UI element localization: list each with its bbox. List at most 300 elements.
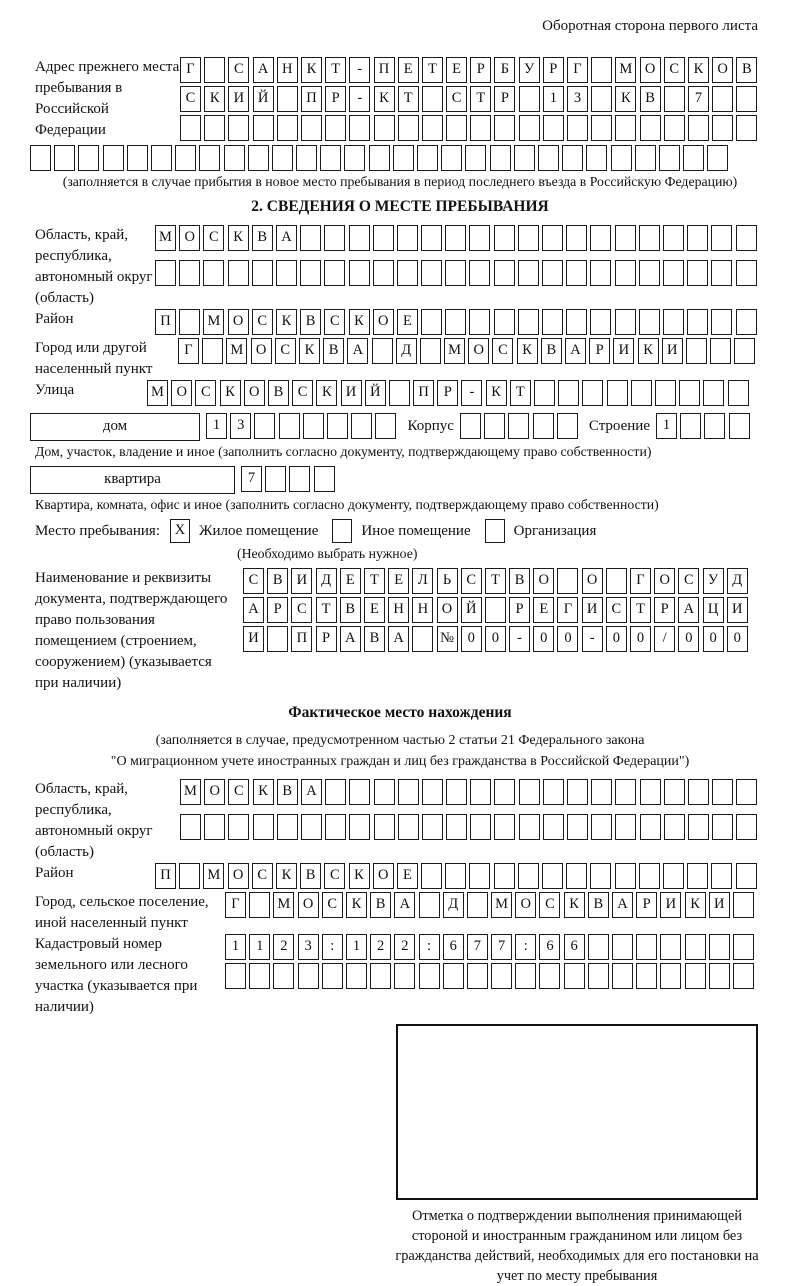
char-box[interactable] xyxy=(324,260,345,286)
char-box[interactable] xyxy=(127,145,148,171)
char-box[interactable]: Е xyxy=(364,597,385,623)
char-box[interactable]: К xyxy=(564,892,585,918)
char-box[interactable]: 7 xyxy=(688,86,709,112)
char-box[interactable]: Е xyxy=(397,309,418,335)
char-box[interactable]: 0 xyxy=(678,626,699,652)
char-box[interactable] xyxy=(30,145,51,171)
char-box[interactable] xyxy=(445,309,466,335)
char-box[interactable]: Е xyxy=(398,57,419,83)
char-box[interactable]: С xyxy=(664,57,685,83)
char-box[interactable] xyxy=(445,225,466,251)
char-box[interactable]: С xyxy=(446,86,467,112)
char-box[interactable]: К xyxy=(517,338,538,364)
char-box[interactable] xyxy=(349,779,370,805)
char-box[interactable]: П xyxy=(155,309,176,335)
char-box[interactable] xyxy=(372,338,393,364)
char-box[interactable] xyxy=(277,814,298,840)
char-box[interactable]: Т xyxy=(630,597,651,623)
char-box[interactable]: А xyxy=(347,338,368,364)
char-box[interactable] xyxy=(465,145,486,171)
char-box[interactable] xyxy=(687,225,708,251)
char-box[interactable] xyxy=(470,779,491,805)
char-box[interactable]: К xyxy=(688,57,709,83)
char-box[interactable]: И xyxy=(582,597,603,623)
char-box[interactable] xyxy=(272,145,293,171)
char-box[interactable] xyxy=(422,779,443,805)
char-box[interactable] xyxy=(515,963,536,989)
char-box[interactable] xyxy=(494,260,515,286)
char-box[interactable]: Д xyxy=(443,892,464,918)
char-box[interactable]: Е xyxy=(340,568,361,594)
char-box[interactable]: С xyxy=(292,380,313,406)
char-box[interactable] xyxy=(709,934,730,960)
char-box[interactable]: Т xyxy=(325,57,346,83)
char-box[interactable] xyxy=(539,963,560,989)
char-box[interactable] xyxy=(393,145,414,171)
char-box[interactable] xyxy=(420,338,441,364)
char-box[interactable] xyxy=(446,115,467,141)
char-box[interactable]: 7 xyxy=(491,934,512,960)
char-box[interactable]: Н xyxy=(412,597,433,623)
char-box[interactable] xyxy=(349,260,370,286)
char-box[interactable] xyxy=(375,413,396,439)
char-box[interactable]: Р xyxy=(589,338,610,364)
char-box[interactable]: 0 xyxy=(461,626,482,652)
char-box[interactable]: Р xyxy=(316,626,337,652)
char-box[interactable]: Р xyxy=(543,57,564,83)
char-box[interactable] xyxy=(615,309,636,335)
char-box[interactable]: М xyxy=(273,892,294,918)
char-box[interactable]: Т xyxy=(422,57,443,83)
char-box[interactable] xyxy=(494,814,515,840)
char-box[interactable]: 0 xyxy=(727,626,748,652)
char-box[interactable] xyxy=(421,309,442,335)
char-box[interactable] xyxy=(518,225,539,251)
char-box[interactable] xyxy=(543,779,564,805)
char-box[interactable] xyxy=(320,145,341,171)
char-box[interactable] xyxy=(591,779,612,805)
char-box[interactable]: К xyxy=(615,86,636,112)
char-box[interactable] xyxy=(300,225,321,251)
char-box[interactable] xyxy=(631,380,652,406)
char-box[interactable]: 0 xyxy=(630,626,651,652)
char-box[interactable] xyxy=(199,145,220,171)
char-box[interactable]: С xyxy=(180,86,201,112)
char-box[interactable] xyxy=(664,779,685,805)
char-box[interactable] xyxy=(729,413,750,439)
char-box[interactable] xyxy=(300,260,321,286)
char-box[interactable]: Т xyxy=(398,86,419,112)
char-box[interactable]: Г xyxy=(178,338,199,364)
char-box[interactable]: 0 xyxy=(485,626,506,652)
char-box[interactable] xyxy=(252,260,273,286)
char-box[interactable]: С xyxy=(252,863,273,889)
char-box[interactable]: Е xyxy=(533,597,554,623)
char-box[interactable]: П xyxy=(374,57,395,83)
char-box[interactable]: 7 xyxy=(467,934,488,960)
char-box[interactable]: К xyxy=(299,338,320,364)
char-box[interactable]: К xyxy=(228,225,249,251)
char-box[interactable]: - xyxy=(349,86,370,112)
char-box[interactable] xyxy=(704,413,725,439)
char-box[interactable] xyxy=(519,86,540,112)
char-box[interactable] xyxy=(687,863,708,889)
char-box[interactable] xyxy=(155,260,176,286)
char-box[interactable] xyxy=(639,225,660,251)
char-box[interactable]: И xyxy=(727,597,748,623)
char-box[interactable]: - xyxy=(461,380,482,406)
char-box[interactable]: Т xyxy=(316,597,337,623)
char-box[interactable]: В xyxy=(340,597,361,623)
char-box[interactable] xyxy=(374,779,395,805)
char-box[interactable] xyxy=(467,892,488,918)
char-box[interactable] xyxy=(543,814,564,840)
char-box[interactable] xyxy=(733,963,754,989)
char-box[interactable]: О xyxy=(373,309,394,335)
char-box[interactable] xyxy=(663,260,684,286)
char-box[interactable] xyxy=(615,260,636,286)
char-box[interactable] xyxy=(639,863,660,889)
char-box[interactable] xyxy=(688,779,709,805)
char-box[interactable] xyxy=(588,934,609,960)
char-box[interactable]: К xyxy=(685,892,706,918)
char-box[interactable]: Т xyxy=(510,380,531,406)
char-box[interactable] xyxy=(228,260,249,286)
char-box[interactable] xyxy=(494,779,515,805)
char-box[interactable]: В xyxy=(252,225,273,251)
char-box[interactable] xyxy=(663,225,684,251)
char-box[interactable] xyxy=(398,814,419,840)
char-box[interactable]: О xyxy=(244,380,265,406)
char-box[interactable] xyxy=(277,115,298,141)
char-box[interactable] xyxy=(612,963,633,989)
char-box[interactable]: Г xyxy=(180,57,201,83)
char-box[interactable] xyxy=(611,145,632,171)
char-box[interactable] xyxy=(253,814,274,840)
char-box[interactable] xyxy=(588,963,609,989)
char-box[interactable] xyxy=(612,934,633,960)
char-box[interactable] xyxy=(710,338,731,364)
char-box[interactable] xyxy=(397,225,418,251)
char-box[interactable]: С xyxy=(606,597,627,623)
char-box[interactable] xyxy=(277,86,298,112)
char-box[interactable] xyxy=(590,225,611,251)
char-box[interactable]: Р xyxy=(494,86,515,112)
char-box[interactable] xyxy=(636,963,657,989)
char-box[interactable] xyxy=(301,115,322,141)
char-box[interactable]: Ь xyxy=(437,568,458,594)
char-box[interactable] xyxy=(663,863,684,889)
char-box[interactable] xyxy=(566,863,587,889)
char-box[interactable] xyxy=(562,145,583,171)
char-box[interactable] xyxy=(417,145,438,171)
char-box[interactable] xyxy=(557,568,578,594)
char-box[interactable] xyxy=(557,413,578,439)
char-box[interactable] xyxy=(712,86,733,112)
char-box[interactable]: В xyxy=(300,863,321,889)
char-box[interactable]: Р xyxy=(267,597,288,623)
char-box[interactable] xyxy=(543,115,564,141)
char-box[interactable]: А xyxy=(301,779,322,805)
char-box[interactable] xyxy=(736,225,757,251)
char-box[interactable]: О xyxy=(228,309,249,335)
char-box[interactable]: О xyxy=(515,892,536,918)
char-box[interactable]: М xyxy=(180,779,201,805)
char-box[interactable] xyxy=(711,863,732,889)
char-box[interactable] xyxy=(419,963,440,989)
inoe-checkbox[interactable] xyxy=(332,519,352,543)
char-box[interactable] xyxy=(635,145,656,171)
char-box[interactable]: Г xyxy=(225,892,246,918)
char-box[interactable]: К xyxy=(346,892,367,918)
char-box[interactable] xyxy=(179,309,200,335)
char-box[interactable] xyxy=(394,963,415,989)
char-box[interactable] xyxy=(639,309,660,335)
char-box[interactable] xyxy=(276,260,297,286)
char-box[interactable] xyxy=(203,260,224,286)
char-box[interactable] xyxy=(279,413,300,439)
char-box[interactable] xyxy=(709,963,730,989)
char-box[interactable]: С xyxy=(252,309,273,335)
char-box[interactable] xyxy=(494,225,515,251)
char-box[interactable] xyxy=(518,260,539,286)
char-box[interactable]: И xyxy=(228,86,249,112)
char-box[interactable]: - xyxy=(582,626,603,652)
char-box[interactable]: О xyxy=(468,338,489,364)
char-box[interactable] xyxy=(733,934,754,960)
char-box[interactable] xyxy=(687,260,708,286)
char-box[interactable] xyxy=(736,260,757,286)
char-box[interactable] xyxy=(445,260,466,286)
char-box[interactable]: С xyxy=(243,568,264,594)
char-box[interactable]: О xyxy=(640,57,661,83)
char-box[interactable]: И xyxy=(709,892,730,918)
char-box[interactable] xyxy=(175,145,196,171)
char-box[interactable] xyxy=(351,413,372,439)
char-box[interactable]: М xyxy=(203,863,224,889)
char-box[interactable]: А xyxy=(678,597,699,623)
char-box[interactable] xyxy=(736,309,757,335)
char-box[interactable]: / xyxy=(654,626,675,652)
char-box[interactable]: 1 xyxy=(206,413,227,439)
char-box[interactable]: 2 xyxy=(370,934,391,960)
char-box[interactable]: О xyxy=(373,863,394,889)
char-box[interactable]: К xyxy=(349,309,370,335)
dom-box[interactable]: дом xyxy=(30,413,200,441)
char-box[interactable]: В xyxy=(588,892,609,918)
char-box[interactable]: Р xyxy=(470,57,491,83)
char-box[interactable] xyxy=(485,597,506,623)
char-box[interactable]: М xyxy=(444,338,465,364)
char-box[interactable]: Й xyxy=(253,86,274,112)
char-box[interactable] xyxy=(686,338,707,364)
char-box[interactable] xyxy=(370,963,391,989)
char-box[interactable] xyxy=(412,626,433,652)
char-box[interactable]: Н xyxy=(277,57,298,83)
char-box[interactable]: : xyxy=(515,934,536,960)
char-box[interactable] xyxy=(202,338,223,364)
char-box[interactable]: К xyxy=(204,86,225,112)
char-box[interactable]: 6 xyxy=(539,934,560,960)
char-box[interactable]: И xyxy=(291,568,312,594)
char-box[interactable] xyxy=(685,934,706,960)
char-box[interactable] xyxy=(469,260,490,286)
char-box[interactable] xyxy=(179,260,200,286)
char-box[interactable] xyxy=(640,814,661,840)
char-box[interactable]: О xyxy=(298,892,319,918)
char-box[interactable]: У xyxy=(703,568,724,594)
char-box[interactable] xyxy=(204,115,225,141)
char-box[interactable]: 0 xyxy=(557,626,578,652)
char-box[interactable] xyxy=(273,963,294,989)
char-box[interactable]: О xyxy=(251,338,272,364)
char-box[interactable]: Д xyxy=(316,568,337,594)
char-box[interactable] xyxy=(659,145,680,171)
char-box[interactable] xyxy=(542,225,563,251)
char-box[interactable]: О xyxy=(228,863,249,889)
char-box[interactable]: М xyxy=(226,338,247,364)
char-box[interactable] xyxy=(707,145,728,171)
char-box[interactable]: И xyxy=(660,892,681,918)
char-box[interactable] xyxy=(369,145,390,171)
char-box[interactable]: К xyxy=(276,863,297,889)
char-box[interactable] xyxy=(640,115,661,141)
char-box[interactable] xyxy=(734,338,755,364)
zhiloe-checkbox[interactable]: X xyxy=(170,519,190,543)
char-box[interactable] xyxy=(253,115,274,141)
char-box[interactable]: В xyxy=(268,380,289,406)
char-box[interactable] xyxy=(325,814,346,840)
char-box[interactable] xyxy=(460,413,481,439)
char-box[interactable] xyxy=(491,963,512,989)
char-box[interactable] xyxy=(514,145,535,171)
char-box[interactable] xyxy=(490,145,511,171)
char-box[interactable]: Т xyxy=(470,86,491,112)
char-box[interactable]: В xyxy=(364,626,385,652)
char-box[interactable]: - xyxy=(349,57,370,83)
char-box[interactable] xyxy=(467,963,488,989)
char-box[interactable] xyxy=(398,115,419,141)
char-box[interactable] xyxy=(683,145,704,171)
char-box[interactable]: 3 xyxy=(230,413,251,439)
char-box[interactable]: Г xyxy=(567,57,588,83)
char-box[interactable]: 6 xyxy=(564,934,585,960)
char-box[interactable] xyxy=(422,86,443,112)
char-box[interactable]: С xyxy=(228,57,249,83)
char-box[interactable] xyxy=(688,814,709,840)
char-box[interactable]: М xyxy=(615,57,636,83)
char-box[interactable]: С xyxy=(461,568,482,594)
char-box[interactable] xyxy=(591,86,612,112)
char-box[interactable] xyxy=(344,145,365,171)
char-box[interactable]: С xyxy=(203,225,224,251)
char-box[interactable]: : xyxy=(419,934,440,960)
char-box[interactable]: 0 xyxy=(533,626,554,652)
char-box[interactable] xyxy=(711,260,732,286)
char-box[interactable] xyxy=(443,963,464,989)
char-box[interactable]: П xyxy=(291,626,312,652)
char-box[interactable] xyxy=(267,626,288,652)
char-box[interactable] xyxy=(249,963,270,989)
char-box[interactable] xyxy=(519,814,540,840)
char-box[interactable] xyxy=(248,145,269,171)
char-box[interactable] xyxy=(615,814,636,840)
char-box[interactable] xyxy=(421,260,442,286)
char-box[interactable]: 1 xyxy=(543,86,564,112)
char-box[interactable] xyxy=(664,86,685,112)
char-box[interactable] xyxy=(566,225,587,251)
char-box[interactable]: В xyxy=(736,57,757,83)
kvartira-box[interactable]: квартира xyxy=(30,466,235,494)
char-box[interactable] xyxy=(422,115,443,141)
char-box[interactable] xyxy=(736,814,757,840)
char-box[interactable] xyxy=(373,260,394,286)
char-box[interactable]: П xyxy=(413,380,434,406)
char-box[interactable] xyxy=(542,863,563,889)
char-box[interactable] xyxy=(325,115,346,141)
char-box[interactable] xyxy=(606,568,627,594)
char-box[interactable] xyxy=(712,779,733,805)
char-box[interactable] xyxy=(225,963,246,989)
char-box[interactable]: В xyxy=(509,568,530,594)
char-box[interactable]: Т xyxy=(364,568,385,594)
char-box[interactable] xyxy=(567,115,588,141)
char-box[interactable] xyxy=(591,57,612,83)
char-box[interactable] xyxy=(301,814,322,840)
char-box[interactable]: Г xyxy=(630,568,651,594)
char-box[interactable] xyxy=(615,225,636,251)
char-box[interactable]: А xyxy=(612,892,633,918)
char-box[interactable] xyxy=(660,963,681,989)
char-box[interactable]: Р xyxy=(437,380,458,406)
char-box[interactable] xyxy=(664,115,685,141)
char-box[interactable] xyxy=(728,380,749,406)
char-box[interactable] xyxy=(469,309,490,335)
char-box[interactable]: Е xyxy=(446,57,467,83)
char-box[interactable]: Н xyxy=(388,597,409,623)
char-box[interactable] xyxy=(224,145,245,171)
char-box[interactable]: У xyxy=(519,57,540,83)
char-box[interactable] xyxy=(586,145,607,171)
char-box[interactable]: М xyxy=(491,892,512,918)
char-box[interactable] xyxy=(590,260,611,286)
char-box[interactable] xyxy=(615,779,636,805)
char-box[interactable] xyxy=(374,814,395,840)
char-box[interactable]: Л xyxy=(412,568,433,594)
char-box[interactable]: 6 xyxy=(443,934,464,960)
char-box[interactable] xyxy=(441,145,462,171)
char-box[interactable]: Р xyxy=(654,597,675,623)
char-box[interactable] xyxy=(519,779,540,805)
char-box[interactable] xyxy=(298,963,319,989)
char-box[interactable]: А xyxy=(253,57,274,83)
char-box[interactable] xyxy=(679,380,700,406)
char-box[interactable]: Р xyxy=(636,892,657,918)
char-box[interactable]: С xyxy=(492,338,513,364)
char-box[interactable]: И xyxy=(243,626,264,652)
char-box[interactable]: О xyxy=(654,568,675,594)
char-box[interactable]: А xyxy=(388,626,409,652)
char-box[interactable]: И xyxy=(613,338,634,364)
char-box[interactable] xyxy=(664,814,685,840)
char-box[interactable] xyxy=(296,145,317,171)
char-box[interactable] xyxy=(494,115,515,141)
char-box[interactable] xyxy=(711,225,732,251)
char-box[interactable] xyxy=(582,380,603,406)
char-box[interactable]: 3 xyxy=(567,86,588,112)
char-box[interactable] xyxy=(685,963,706,989)
char-box[interactable] xyxy=(566,260,587,286)
